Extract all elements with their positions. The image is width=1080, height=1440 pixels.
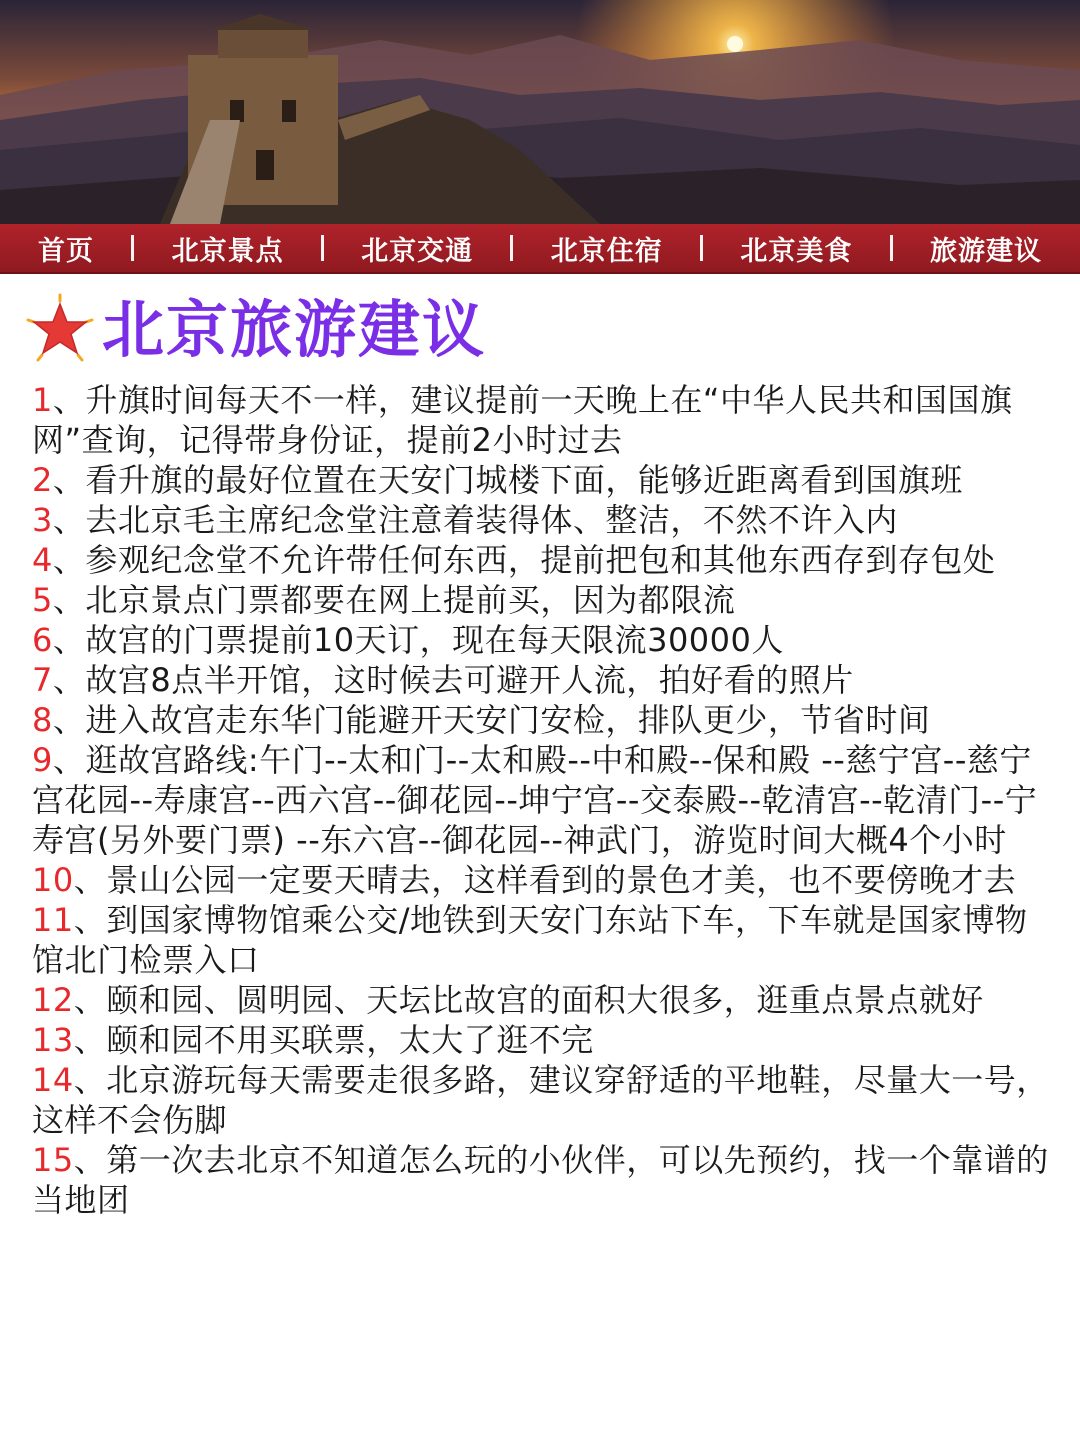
- page-title: 北京旅游建议: [102, 293, 487, 366]
- tips-list: [32, 380, 1050, 1220]
- list-item: [32, 620, 1050, 660]
- nav-item-travel-tips[interactable]: 旅游建议: [929, 235, 1042, 267]
- tip-number: 14: [32, 1061, 74, 1099]
- nav-item-transport[interactable]: 北京交通: [361, 235, 474, 267]
- tip-text: 、到国家博物馆乘公交/地铁到天安门东站下车，下车就是国家博物馆北门检票入口: [32, 901, 1028, 979]
- list-item: [32, 460, 1050, 500]
- list-item: [32, 1140, 1050, 1220]
- nav-divider: [510, 235, 513, 261]
- list-item: [32, 540, 1050, 580]
- list-item: [32, 700, 1050, 740]
- nav-item-home[interactable]: 首页: [38, 235, 94, 267]
- list-item: [32, 1060, 1050, 1140]
- tip-number: 2: [32, 461, 53, 499]
- list-item: [32, 660, 1050, 700]
- tip-number: 10: [32, 861, 74, 899]
- tip-number: 9: [32, 741, 53, 779]
- tip-text: 、第一次去北京不知道怎么玩的小伙伴，可以先预约，找一个靠谱的当地团: [32, 1141, 1049, 1219]
- tip-number: 4: [32, 541, 53, 579]
- tip-number: 12: [32, 981, 74, 1019]
- tip-text: 、升旗时间每天不一样，建议提前一天晚上在“中华人民共和国国旗网”查询，记得带身份证，提前2小时过去: [32, 381, 1013, 459]
- list-item: [32, 980, 1050, 1020]
- nav-divider: [321, 235, 324, 261]
- tip-text: 、故宫8点半开馆，这时候去可避开人流，拍好看的照片: [52, 661, 854, 699]
- nav-divider: [890, 235, 893, 261]
- nav-item-food[interactable]: 北京美食: [740, 235, 853, 267]
- list-item: [32, 1020, 1050, 1060]
- tip-text: 、看升旗的最好位置在天安门城楼下面，能够近距离看到国旗班: [52, 461, 963, 499]
- tip-number: 7: [32, 661, 53, 699]
- list-item: [32, 580, 1050, 620]
- tip-number: 8: [32, 701, 53, 739]
- tip-text: 、进入故宫走东华门能避开天安门安检，排队更少，节省时间: [52, 701, 931, 739]
- nav-item-attractions[interactable]: 北京景点: [171, 235, 284, 267]
- tip-number: 3: [32, 501, 53, 539]
- top-navigation: [0, 224, 1080, 274]
- list-item: [32, 860, 1050, 900]
- tip-number: 6: [32, 621, 53, 659]
- page-header: [22, 288, 486, 372]
- tip-text: 、北京景点门票都要在网上提前买，因为都限流: [52, 581, 736, 619]
- tip-number: 15: [32, 1141, 74, 1179]
- list-item: [32, 900, 1050, 980]
- list-item: [32, 500, 1050, 540]
- great-wall-sunset-photo: [0, 0, 1080, 224]
- hero-banner: [0, 0, 1080, 224]
- tip-text: 、景山公园一定要天晴去，这样看到的景色才美，也不要傍晚才去: [73, 861, 1017, 899]
- tip-text: 、颐和园不用买联票，太大了逛不完: [73, 1021, 594, 1059]
- nav-item-accommodation[interactable]: 北京住宿: [550, 235, 663, 267]
- nav-divider: [131, 235, 134, 261]
- nav-divider: [700, 235, 703, 261]
- tip-text: 、去北京毛主席纪念堂注意着装得体、整洁，不然不许入内: [52, 501, 898, 539]
- tip-text: 、逛故宫路线:午门--太和门--太和殿--中和殿--保和殿 --慈宁宫--慈宁宫花园--寿康宫--西六宫--御花园--坤宁宫--交泰殿--乾清宫--乾清门--宁寿宫(另外要门票) --东六宫--御花园--神武门，游览时间大概4个小时: [32, 741, 1038, 859]
- list-item: [32, 380, 1050, 460]
- list-item: [32, 740, 1050, 860]
- tip-number: 13: [32, 1021, 74, 1059]
- tip-number: 11: [32, 901, 74, 939]
- tip-text: 、颐和园、圆明园、天坛比故宫的面积大很多，逛重点景点就好: [73, 981, 984, 1019]
- tip-number: 5: [32, 581, 53, 619]
- star-icon: [22, 292, 98, 368]
- tip-number: 1: [32, 381, 53, 419]
- tip-text: 、北京游玩每天需要走很多路，建议穿舒适的平地鞋，尽量大一号，这样不会伤脚: [32, 1061, 1049, 1139]
- tip-text: 、故宫的门票提前10天订，现在每天限流30000人: [52, 621, 784, 659]
- tip-text: 、参观纪念堂不允许带任何东西，提前把包和其他东西存到存包处: [52, 541, 996, 579]
